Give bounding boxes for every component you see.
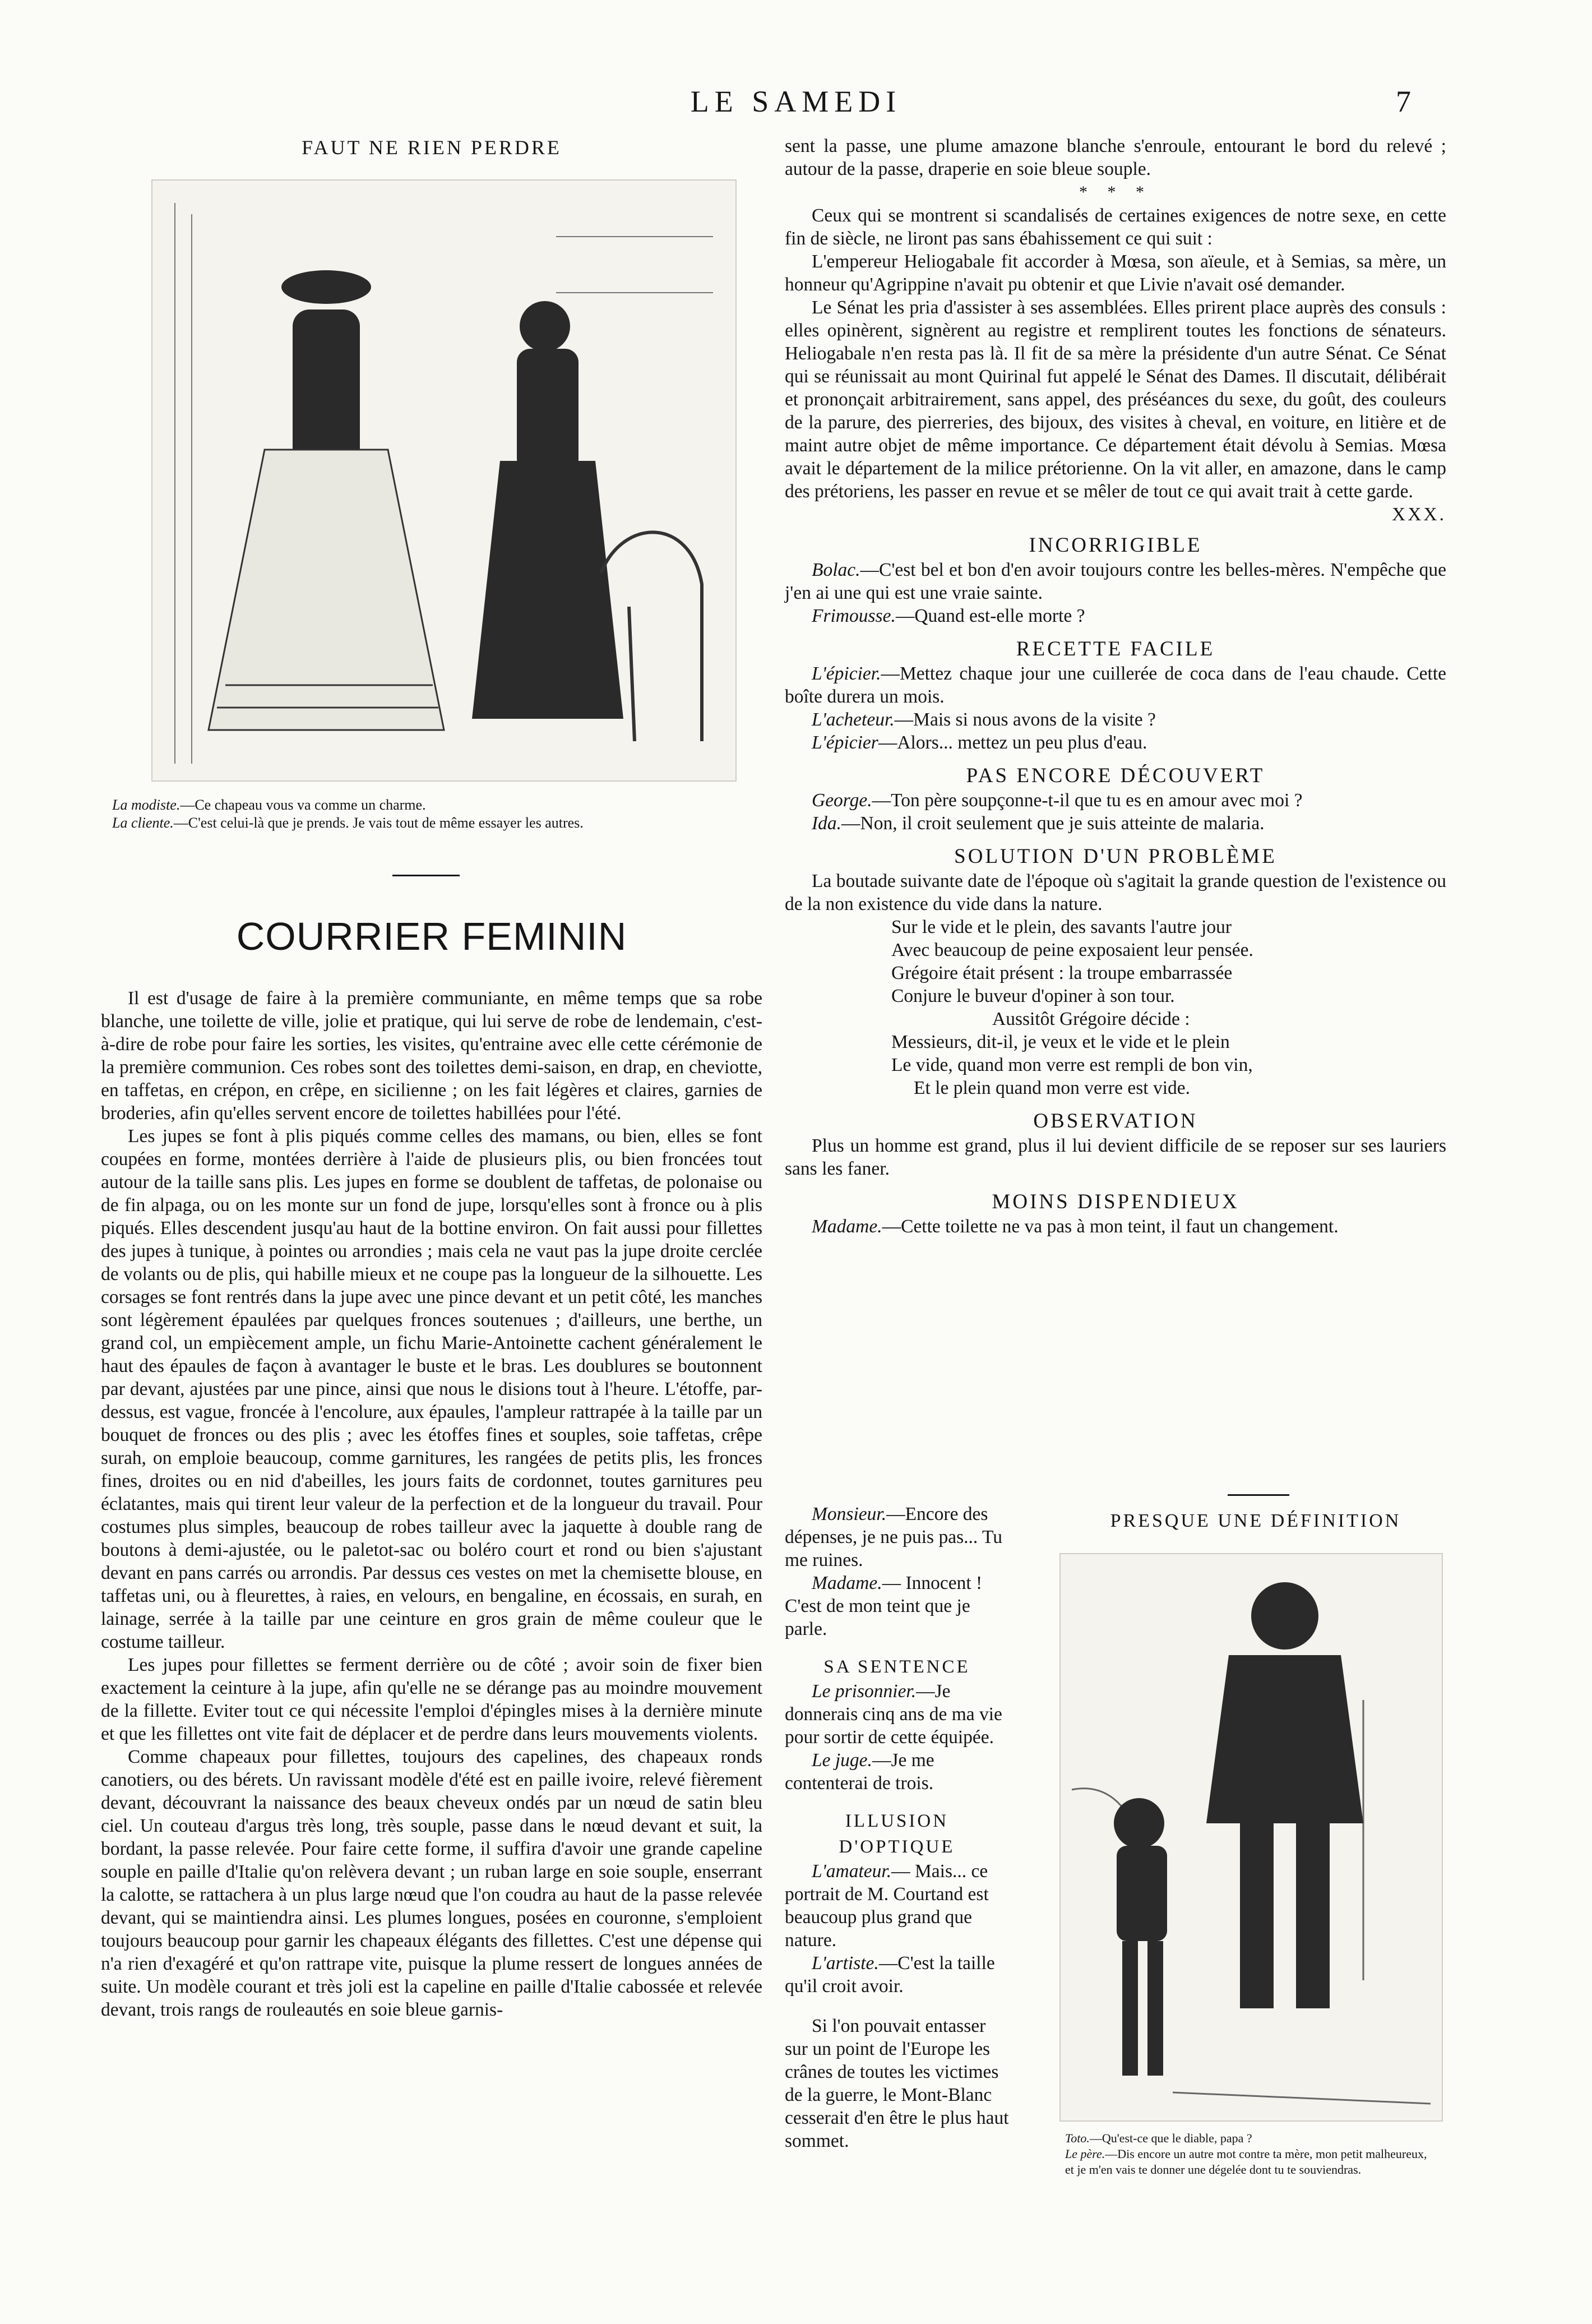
dialogue-line: George.—Ton père soupçonne-t-il que tu es en amour avec moi ? [812, 790, 1303, 811]
poem-line: Aussitôt Grégoire décide : [992, 1009, 1190, 1029]
caption-line: La cliente.—C'est celui-là que je prends. Je vais tout de même essayer les autres. [112, 815, 584, 831]
section-title: PAS ENCORE DÉCOUVERT [966, 764, 1265, 787]
paragraph: Plus un homme est grand, plus il lui devient difficile de se reposer sur ses lauriers sans les faner. [785, 1135, 1446, 1179]
section-title: INCORRIGIBLE [1029, 534, 1202, 557]
paragraph: Les jupes se font à plis piqués comme celles des mamans, ou bien, elles se font coupées en forme, montées derrière à l'aide de plusieurs plis, ou bien froncées tout autour de la taille sans plis. Les jupes en forme se doublent de taffetas, de polonaise ou de fin alpaga, ou on les monte sur un fond de jupe, lorsqu'elles sont à fronce ou à plis piqués. Elles descendent jusqu'au haut de la bottine environ. On fait aussi pour fillettes des jupes à tunique, à pointes ou arrondies ; mais cela ne vaut pas la jupe droite cerclée de volants ou de plis, qui habille mieux et ne coupe pas la longueur de la silhouette. Les corsages se font rentrés dans la jupe avec une pince devant et un petit côté, les manches sont légèrement épaulées par quelques fronces soutenues ; d'ailleurs, une berthe, un grand col, un empiècement ample, un fichu Marie-Antoinette cachent généralement le haut des épaules de façon à avantager le buste et le bras. Les doublures se boutonnent par devant, ajustées par une pince, ainsi que nous le disions tout à l'heure. L'étoffe, par-dessus, est vague, froncée à l'encolure, aux épaules, l'ampleur rattrapée à la taille par un bouquet de fronces ou des plis ; avec les étoffes fines et souples, soie taffetas, crêpe surah, on emploie beaucoup, comme garnitures, les rangées de petits plis, les fronces fines, droites ou en nid d'abeilles, les jours faits de cordonnet, toutes garnitures peu éclatantes, mais qui tirent leur valeur de la perfection et de la longueur du travail. Pour costumes plus simples, beaucoup de robes tailleur avec la jaquette à double rang de boutons à demi-ajustée, ou le paletot-sac ou boléro court et rond ou bien s'ajustant devant en pans carrés ou arrondis. Par dessus ces vestes on met la chemisette blouse, en taffetas uni, ou à fleurettes, à raies, en velours, en bengaline, en écossais, en surah, en lainage, serrée à la taille par une ceinture en gros grain de même couleur que le costume tailleur. [101, 1126, 762, 1652]
paragraph: Comme chapeaux pour fillettes, toujours des capelines, des chapeaux ronds canotiers, ou des bérets. Un ravissant modèle d'été est en paille ivoire, relevé fièrement devant, découvrant la naissance des beaux cheveux ondés par un nœud de satin bleu ciel. Un couteau d'argus très long, très souple, passe dans le nœud devant et suit, la bordant, la passe relevée. Pour faire cette forme, il suffira d'avoir une grande capeline souple en paille d'Italie qu'on relèvera devant ; un ruban large en soie souple, enserrant la calotte, se rattachera à un plus large nœud que l'on coudra au haut de la passe relevée devant, qui se maintiendra ainsi. Les plumes longues, posées en couronne, s'emploient toujours beaucoup pour garnir les chapeaux élégants des fillettes. C'est une dépense qui n'a rien d'exagéré et qu'on rattrape vite, puisque la plume ressert de longues années de suite. Un modèle courant et très joli est la capeline en paille d'Italie cabossée et relevée devant, trois rangs de rouleautés en soie bleue garnis- [101, 1747, 762, 2020]
narrow-column [785, 1503, 1009, 2152]
dialogue-line: Monsieur.—Encore des dépenses, je ne puis pas... Tu me ruines. [785, 1504, 1003, 1570]
illustration-2-block [1054, 1508, 1457, 1534]
poem-line: Et le plein quand mon verre est vide. [914, 1078, 1191, 1098]
dialogue-line: Madame.—Cette toilette ne va pas à mon teint, il faut un changement. [812, 1216, 1339, 1237]
divider [392, 875, 460, 876]
section-title: SOLUTION D'UN PROBLÈME [954, 845, 1277, 868]
section-title: MOINS DISPENDIEUX [992, 1190, 1239, 1213]
paragraph: L'empereur Heliogabale fit accorder à Mœsa, son aïeule, et à Semias, sa mère, un honneur qu'Agrippine n'avait pu obtenir et que Livie n'avait osé demander. [785, 251, 1446, 295]
poem-line: Messieurs, dit-il, je veux et le vide et le plein [891, 1032, 1230, 1052]
closing-paragraph: Si l'on pouvait entasser sur un point de l'Europe les crânes de toutes les victimes de la guerre, le Mont-Blanc cesserait d'en être le plus haut sommet. [785, 2016, 1009, 2151]
poem-line: Avec beaucoup de peine exposaient leur pensée. [891, 940, 1253, 960]
dialogue-line: L'amateur.— Mais... ce portrait de M. Courtand est beaucoup plus grand que nature. [785, 1861, 989, 1951]
dialogue-line: Bolac.—C'est bel et bon d'en avoir toujours contre les belles-mères. N'empêche que j'en ai une qui est une vraie sainte. [785, 560, 1446, 603]
poem-line: Conjure le buveur d'opiner à son tour. [891, 986, 1175, 1006]
illustration-modiste [151, 179, 737, 782]
paragraph: Les jupes pour fillettes se ferment derrière ou de côté ; avoir soin de fixer bien exactement la ceinture à la jupe, afin qu'elle ne se dérange pas au moindre mouvement de la fillette. Eviter tout ce qui nécessite l'emploi d'épingles mises à la dernière minute et que les fillettes ont vite fait de déplacer et de perdre dans leurs mouvements violents. [101, 1655, 762, 1744]
paragraph: La boutade suivante date de l'époque où s'agitait la grande question de l'existence ou de la non existence du vide dans la nature. [785, 871, 1446, 914]
poem-line: Sur le vide et le plein, des savants l'autre jour [891, 917, 1232, 937]
paragraph: Il est d'usage de faire à la première communiante, en même temps que sa robe blanche, une toilette de ville, jolie et pratique, qui lui serve de robe de lendemain, c'est-à-dire de robe pour faire les sorties, les visites, qu'entraine avec elle cette cérémonie de la première communion. Ces robes sont des toilettes demi-saison, en drap, en cheviotte, en taffetas, en crépon, en crêpe, en sicilienne ; on les fait légères et claires, garnies de broderies, afin qu'elles servent encore de toilettes habillées pour l'été. [101, 988, 762, 1124]
caption-line: Toto.—Qu'est-ce que le diable, papa ? [1065, 2131, 1252, 2145]
poem [785, 916, 1446, 1099]
dialogue-line: Le prisonnier.—Je donnerais cinq ans de ma vie pour sortir de cette équipée. [785, 1681, 1002, 1748]
paragraph: Le Sénat les pria d'assister à ses assemblées. Elles prirent place auprès des consuls : elles opinèrent, signèrent au registre et remplirent toutes les fonctions de sénateurs. Heliogabale n'en resta pas là. Il fit de sa mère la présidente d'un autre Sénat. Ce Sénat qui se réunissait au mont Quirinal fut appelé le Sénat des Dames. Il discutait, délibérait et prononçait arbitrairement, sans appel, des préséances du sexe, du goût, des couleurs de la parure, des pierreries, des bijoux, des visites à cheval, en voiture, en litière et de maint autre objet de même importance. Ce département était dévolu à Semias. Mœsa avait le département de la milice prétorienne. On la vit aller, en amazone, dans le camp des prétoriens, les passer en revue et se mêler de tout ce qui avait trait à cette garde. [785, 297, 1446, 502]
illustration-2-title: PRESQUE UNE DÉFINITION [1110, 1510, 1401, 1531]
paragraph: Ceux qui se montrent si scandalisés de certaines exigences de notre sexe, en cette fin de siècle, ne liront pas sans ébahissement ce qui suit : [785, 205, 1446, 249]
illustration-2-captions [1065, 2131, 1435, 2178]
signature: XXX. [1392, 504, 1446, 525]
section-stars: * * * [1079, 183, 1152, 201]
dialogue-line: Frimousse.—Quand est-elle morte ? [812, 606, 1085, 626]
poem-line: Le vide, quand mon verre est rempli de bon vin, [891, 1055, 1253, 1075]
illustration-1-title: FAUT NE RIEN PERDRE [302, 136, 562, 159]
section-title: RECETTE FACILE [1016, 637, 1215, 660]
section-title: SA SENTENCE [823, 1657, 970, 1677]
poem-line: Grégoire était présent : la troupe embarrassée [891, 963, 1233, 983]
dialogue-line: Ida.—Non, il croit seulement que je suis atteinte de malaria. [812, 813, 1265, 834]
divider [1228, 1494, 1289, 1496]
article-body [101, 987, 762, 2021]
illustration-1-captions [112, 796, 757, 832]
dialogue-line: L'artiste.—C'est la taille qu'il croit avoir. [785, 1953, 995, 1997]
right-column [785, 135, 1446, 1238]
caption-line: Le père.—Dis encore un autre mot contre ta mère, mon petit malheureux, et je m'en vais te donner une dégelée dont tu te souviendras. [1065, 2147, 1427, 2177]
caption-line: La modiste.—Ce chapeau vous va comme un charme. [112, 797, 426, 813]
page-number: 7 [1396, 85, 1411, 118]
dialogue-line: L'épicier.—Mettez chaque jour une cuillerée de coca dans de l'eau chaude. Cette boîte durera un mois. [785, 663, 1446, 707]
continued-paragraph: sent la passe, une plume amazone blanche s'enroule, entourant le bord du relevé ; autour de la passe, draperie en soie bleue souple. [785, 136, 1446, 179]
section-title: OBSERVATION [1033, 1110, 1198, 1133]
modiste-drawing [152, 181, 735, 780]
masthead-title: LE SAMEDI [690, 85, 902, 118]
section-title: ILLUSION D'OPTIQUE [839, 1811, 955, 1857]
dialogue-line: L'acheteur.—Mais si nous avons de la visite ? [812, 709, 1156, 730]
illustration-1-block [101, 135, 762, 160]
dialogue-line: Le juge.—Je me contenterai de trois. [785, 1750, 934, 1794]
dialogue-line: Madame.— Innocent ! C'est de mon teint que je parle. [785, 1573, 983, 1639]
article-title: COURRIER FEMININ [236, 914, 627, 958]
illustration-definition [1059, 1553, 1443, 2122]
definition-drawing [1061, 1554, 1442, 2120]
dialogue-line: L'épicier—Alors... mettez un peu plus d'eau. [812, 732, 1147, 753]
